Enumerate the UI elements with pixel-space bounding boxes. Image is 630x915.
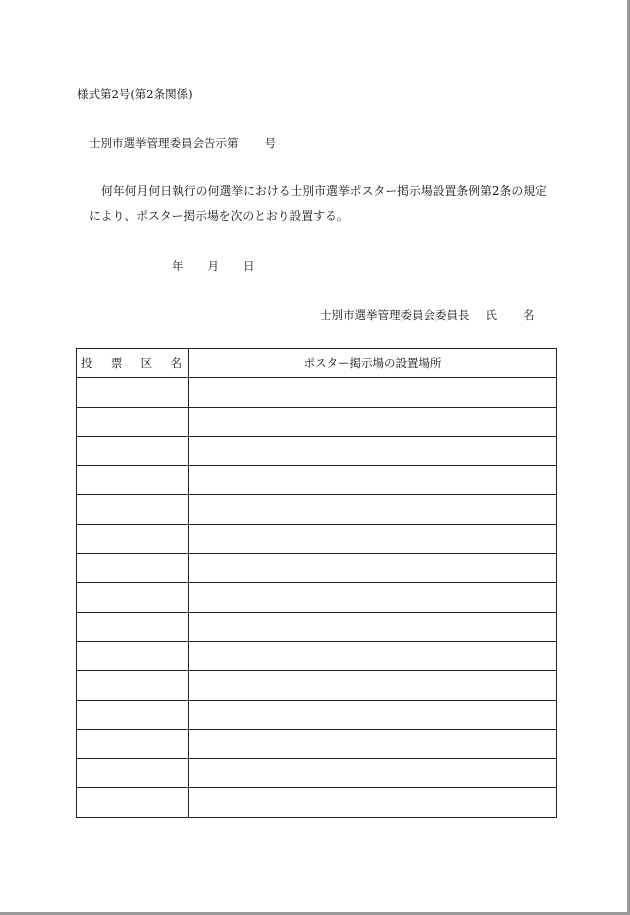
body-text-line-2: により、ポスター掲示場を次のとおり設置する。 — [89, 209, 349, 223]
signature-title: 士別市選挙管理委員会委員長 — [320, 308, 470, 322]
table-row — [77, 407, 557, 436]
location-cell — [189, 788, 557, 817]
table-row — [77, 612, 557, 641]
district-cell — [77, 583, 189, 612]
table-row — [77, 554, 557, 583]
table-header-row — [77, 349, 557, 378]
signature-given-name-label: 名 — [523, 308, 535, 322]
table-row — [77, 436, 557, 465]
table-row — [77, 378, 557, 407]
column-header-district: 投 票 区 名 — [77, 349, 189, 378]
district-cell — [77, 554, 189, 583]
column-header-location: ポスター掲示場の設置場所 — [189, 349, 557, 378]
district-cell — [77, 407, 189, 436]
district-cell — [77, 524, 189, 553]
table-row — [77, 583, 557, 612]
location-cell — [189, 700, 557, 729]
body-text-line-1: 何年何月何日執行の何選挙における士別市選挙ポスター掲示場設置条例第2条の規定 — [101, 184, 547, 198]
form-label: 様式第2号(第2条関係) — [77, 87, 193, 101]
table-row — [77, 729, 557, 758]
location-cell — [189, 466, 557, 495]
notice-number — [89, 135, 276, 151]
date-month-label: 月 — [207, 259, 219, 273]
location-cell — [189, 407, 557, 436]
district-cell — [77, 759, 189, 788]
district-cell — [77, 466, 189, 495]
date-year-label: 年 — [172, 259, 184, 273]
district-cell — [77, 612, 189, 641]
date-day-label: 日 — [243, 259, 255, 273]
table-row — [77, 671, 557, 700]
table-row — [77, 641, 557, 670]
table-row — [77, 466, 557, 495]
date-line — [172, 258, 255, 274]
district-cell — [77, 641, 189, 670]
table-row — [77, 700, 557, 729]
location-cell — [189, 378, 557, 407]
table-row — [77, 788, 557, 817]
signature-family-name-label: 氏 — [485, 308, 497, 322]
location-cell — [189, 436, 557, 465]
poster-board-location-table — [76, 348, 557, 818]
table-row — [77, 759, 557, 788]
table-row — [77, 495, 557, 524]
location-cell — [189, 759, 557, 788]
table-row — [77, 524, 557, 553]
district-cell — [77, 700, 189, 729]
location-cell — [189, 554, 557, 583]
location-cell — [189, 671, 557, 700]
notice-number-prefix: 士別市選挙管理委員会告示第 — [89, 136, 239, 150]
signature-line — [320, 307, 535, 323]
district-cell — [77, 495, 189, 524]
location-cell — [189, 495, 557, 524]
district-cell — [77, 788, 189, 817]
location-cell — [189, 583, 557, 612]
district-cell — [77, 729, 189, 758]
location-cell — [189, 729, 557, 758]
location-cell — [189, 524, 557, 553]
district-cell — [77, 671, 189, 700]
notice-number-suffix: 号 — [264, 136, 276, 150]
location-cell — [189, 641, 557, 670]
district-cell — [77, 436, 189, 465]
location-cell — [189, 612, 557, 641]
district-cell — [77, 378, 189, 407]
